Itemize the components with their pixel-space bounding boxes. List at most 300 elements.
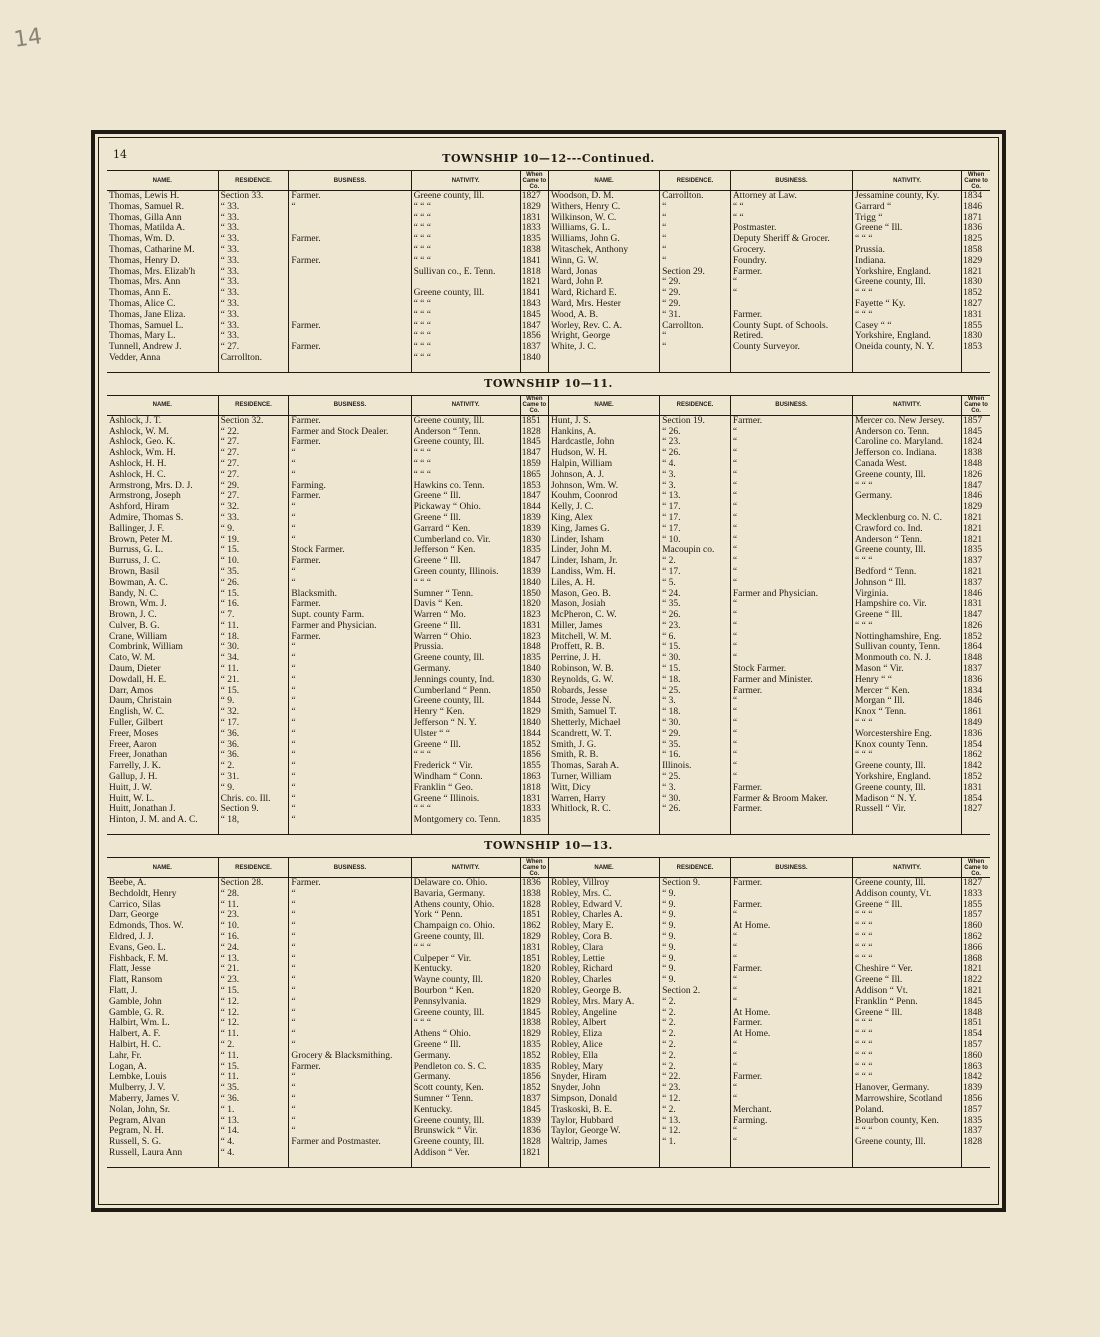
cell-when-came: 1831 (520, 794, 548, 805)
cell-nativity: Kentucky. (411, 1105, 520, 1116)
cell-residence: “ 26. (660, 804, 731, 815)
residents-table (107, 170, 990, 373)
cell-when-came: 1835 (520, 545, 548, 556)
table-row (107, 772, 990, 783)
table-row (107, 1094, 990, 1105)
cell-business: Farmer. (730, 415, 852, 426)
cell-when-came: 1866 (963, 942, 983, 953)
cell-name: Halpin, William (548, 459, 659, 470)
cell-business: “ (730, 556, 852, 567)
header-residence: RESIDENCE. (218, 858, 289, 878)
cell-business: “ (289, 448, 411, 459)
cell-residence: “ 22. (660, 1072, 731, 1083)
cell-when-came: 1837 (963, 556, 983, 567)
cell-when-came: 1826 (963, 469, 983, 480)
table-body (107, 415, 990, 834)
cell-nativity: “ “ “ (853, 750, 962, 761)
cell-nativity: Athens “ Ohio. (411, 1029, 520, 1040)
cell-name: Robley, Ella (548, 1051, 659, 1062)
cell-when-came: 1840 (520, 718, 548, 729)
cell-nativity: Greene county, Ill. (411, 437, 520, 448)
cell-when-came: 1846 (963, 201, 983, 212)
table-row (107, 415, 990, 426)
cell-business: “ (289, 932, 411, 943)
cell-nativity: Hanover, Germany. (853, 1083, 962, 1094)
cell-name: Kelly, J. C. (548, 502, 659, 513)
cell-nativity: “ “ “ (411, 234, 520, 245)
cell-name: Snyder, Hiram (548, 1072, 659, 1083)
cell-nativity: “ “ “ (411, 213, 520, 224)
sections-container (107, 148, 990, 1168)
cell-business: “ (730, 481, 852, 492)
cell-residence: “ 33. (218, 321, 289, 332)
cell-nativity: Greene “ Ill. (411, 740, 520, 751)
cell-when-came: 1843 (520, 299, 548, 310)
cell-name: Robley, Albert (548, 1018, 659, 1029)
cell-when-came (962, 815, 990, 826)
cell-when-came: 1835 (520, 1040, 548, 1051)
cell-business: “ (289, 750, 411, 761)
header-business: BUSINESS. (730, 395, 852, 415)
cell-business: Farmer. (730, 878, 852, 889)
cell-when-came: 1838 (963, 448, 983, 459)
cell-when-came: 1847 (963, 610, 983, 621)
table-row (107, 342, 990, 353)
cell-business: “ (289, 459, 411, 470)
cell-business: “ (289, 1040, 411, 1051)
cell-nativity: Mecklenburg co. N. C. (853, 513, 962, 524)
header-when-came: When Came to Co. (520, 395, 548, 415)
cell-business: Farmer. (730, 804, 852, 815)
cell-name: Freer, Jonathan (107, 750, 218, 761)
row-spacer (853, 364, 962, 373)
cell-residence: “ 9. (660, 975, 731, 986)
cell-business: “ (289, 524, 411, 535)
cell-business: “ (730, 437, 852, 448)
cell-residence: “ 27. (218, 342, 289, 353)
table-header (107, 858, 990, 878)
cell-residence: “ 32. (218, 707, 289, 718)
cell-business: “ (730, 610, 852, 621)
cell-business: “ (730, 491, 852, 502)
header-residence: RESIDENCE. (218, 171, 289, 191)
cell-nativity (853, 1148, 962, 1159)
table-end-row (107, 1159, 990, 1168)
cell-nativity: “ “ “ (853, 1018, 962, 1029)
cell-business: “ (730, 653, 852, 664)
cell-residence: “ 16. (660, 750, 731, 761)
cell-residence: “ 36. (218, 1094, 289, 1105)
cell-nativity: “ “ “ (853, 288, 962, 299)
cell-business (289, 288, 411, 299)
header-nativity: NATIVITY. (853, 858, 962, 878)
cell-residence: “ 2. (660, 1105, 731, 1116)
cell-name: Brown, J. C. (107, 610, 218, 621)
cell-name: Mason, Geo. B. (548, 589, 659, 600)
cell-nativity: Greene county, Ill. (411, 191, 520, 202)
cell-business: Postmaster. (730, 223, 852, 234)
header-nativity: NATIVITY. (853, 395, 962, 415)
cell-business (289, 353, 411, 364)
cell-when-came: 1831 (963, 309, 983, 320)
cell-name: Flatt, Ransom (107, 975, 218, 986)
cell-when-came: 1851 (520, 910, 548, 921)
cell-when-came: 1838 (520, 245, 548, 256)
table-row (107, 202, 990, 213)
township-section (107, 148, 990, 373)
cell-name: King, James G. (548, 524, 659, 535)
cell-when-came: 1830 (963, 277, 983, 288)
cell-residence: Section 32. (218, 415, 289, 426)
cell-residence: “ 33. (218, 256, 289, 267)
cell-residence: “ 13. (660, 491, 731, 502)
cell-nativity: Champaign co. Ohio. (411, 921, 520, 932)
cell-nativity: Warren “ Ohio. (411, 632, 520, 643)
cell-when-came: 1839 (963, 1083, 983, 1094)
cell-nativity: “ “ “ (411, 353, 520, 364)
cell-business: Farmer. (289, 256, 411, 267)
cell-name: Bandy, N. C. (107, 589, 218, 600)
cell-name: Robley, Eliza (548, 1029, 659, 1040)
cell-nativity: Greene “ Ill. (411, 621, 520, 632)
table-row (107, 889, 990, 900)
cell-nativity: “ “ “ (411, 470, 520, 481)
cell-when-came: 1871 (963, 212, 983, 223)
cell-name: Fishback, F. M. (107, 954, 218, 965)
header-when-came: When Came to Co. (962, 858, 990, 878)
cell-business: Farming. (289, 481, 411, 492)
cell-when-came: 1863 (520, 772, 548, 783)
cell-name: Ashlock, H. H. (107, 459, 218, 470)
cell-nativity: Germany. (853, 491, 962, 502)
cell-name: Gamble, G. R. (107, 1008, 218, 1019)
cell-name: Robley, Lettie (548, 954, 659, 965)
cell-residence: “ 12. (218, 1008, 289, 1019)
cell-residence: “ 11. (218, 900, 289, 911)
cell-residence: “ (660, 331, 731, 342)
cell-nativity: “ “ “ (411, 804, 520, 815)
cell-business: “ (289, 1029, 411, 1040)
cell-when-came: 1841 (520, 288, 548, 299)
cell-nativity: Greene “ Ill. (853, 610, 962, 621)
cell-business: Farmer. (289, 632, 411, 643)
cell-business: “ (289, 502, 411, 513)
cell-residence: “ 33. (218, 277, 289, 288)
cell-name: Admire, Thomas S. (107, 513, 218, 524)
cell-business: Farmer. (289, 415, 411, 426)
cell-name: Russell, Laura Ann (107, 1148, 218, 1159)
cell-name: Thomas, Mrs. Ann (107, 277, 218, 288)
cell-nativity: “ “ “ (411, 1018, 520, 1029)
cell-nativity: “ “ “ (853, 1040, 962, 1051)
cell-business (289, 331, 411, 342)
cell-when-came: 1836 (520, 878, 548, 889)
row-spacer (548, 1159, 659, 1168)
cell-name: Robley, Charles (548, 975, 659, 986)
cell-nativity: Henry “ “ (853, 675, 962, 686)
cell-when-came: 1844 (520, 729, 548, 740)
cell-residence: Carrollton. (660, 191, 731, 202)
cell-business: “ (289, 1116, 411, 1127)
cell-residence: Carrollton. (660, 321, 731, 332)
cell-name: Huitt, J. W. (107, 783, 218, 794)
cell-when-came: 1855 (963, 899, 983, 910)
cell-nativity: Marrowshire, Scotland (853, 1094, 962, 1105)
cell-when-came: 1848 (963, 1007, 983, 1018)
cell-residence: “ 23. (660, 437, 731, 448)
cell-nativity: Cumberland co. Vir. (411, 535, 520, 546)
table-row (107, 1137, 990, 1148)
cell-business: “ (730, 621, 852, 632)
cell-residence: “ (660, 256, 731, 267)
cell-when-came: 1833 (520, 223, 548, 234)
row-spacer (520, 826, 548, 835)
cell-residence: “ 23. (660, 621, 731, 632)
cell-when-came: 1839 (520, 513, 548, 524)
cell-nativity: “ “ “ (411, 943, 520, 954)
cell-residence: “ 2. (218, 761, 289, 772)
table-row (107, 288, 990, 299)
cell-nativity: “ “ “ (853, 910, 962, 921)
cell-business: “ (289, 696, 411, 707)
cell-when-came: 1844 (520, 502, 548, 513)
header-when-came: When Came to Co. (520, 171, 548, 191)
cell-nativity: Canada West. (853, 459, 962, 470)
cell-name: Johnson, Wm. W. (548, 481, 659, 492)
row-spacer (107, 1159, 218, 1168)
header-name: NAME. (548, 395, 659, 415)
cell-business: Farmer. (730, 1072, 852, 1083)
cell-name: Culver, B. G. (107, 621, 218, 632)
cell-when-came: 1827 (963, 804, 983, 815)
cell-business: “ “ (730, 202, 852, 213)
cell-nativity: Greene “ Ill. (411, 1040, 520, 1051)
cell-when-came: 1847 (520, 448, 548, 459)
cell-when-came: 1857 (963, 415, 983, 426)
cell-business: “ (730, 427, 852, 438)
cell-nativity: “ “ “ (411, 321, 520, 332)
cell-residence: “ 17. (218, 718, 289, 729)
cell-nativity: Prussia. (853, 245, 962, 256)
cell-business (730, 889, 852, 900)
cell-nativity: Knox county Tenn. (853, 740, 962, 751)
cell-nativity: Bavaria, Germany. (411, 889, 520, 900)
cell-when-came: 1852 (963, 631, 983, 642)
cell-business: “ (289, 642, 411, 653)
cell-residence: “ 15. (660, 664, 731, 675)
cell-business: “ (730, 910, 852, 921)
cell-when-came: 1835 (520, 815, 548, 826)
cell-residence: “ 9. (660, 943, 731, 954)
cell-name: Johnson, A. J. (548, 470, 659, 481)
cell-when-came: 1865 (520, 470, 548, 481)
cell-business: “ (289, 1008, 411, 1019)
header-residence: RESIDENCE. (218, 395, 289, 415)
cell-when-came: 1858 (963, 244, 983, 255)
cell-when-came: 1835 (963, 545, 983, 556)
cell-when-came: 1834 (963, 191, 983, 201)
cell-business: “ (289, 740, 411, 751)
cell-when-came: 1842 (963, 1072, 983, 1083)
cell-business: “ (289, 1072, 411, 1083)
cell-nativity: Greene county, Ill. (853, 1137, 962, 1148)
table-row (107, 900, 990, 911)
cell-name: Ward, Richard E. (548, 288, 659, 299)
cell-name: Hankins, A. (548, 427, 659, 438)
cell-nativity: Monmouth co. N. J. (853, 653, 962, 664)
row-spacer (660, 364, 731, 373)
cell-nativity: Garrard “ Ken. (411, 524, 520, 535)
cell-name: Pegram, Alvan (107, 1116, 218, 1127)
cell-residence: “ 29. (660, 277, 731, 288)
table-row (107, 804, 990, 815)
cell-name: Gamble, John (107, 997, 218, 1008)
cell-business: Farmer. (730, 964, 852, 975)
cell-when-came: 1848 (963, 653, 983, 664)
cell-nativity: Greene county, Ill. (411, 1116, 520, 1127)
cell-business: “ (289, 910, 411, 921)
cell-name: Mason, Josiah (548, 599, 659, 610)
cell-residence: “ 29. (660, 288, 731, 299)
cell-nativity: Greene county, Ill. (411, 415, 520, 426)
table-row (107, 1040, 990, 1051)
cell-residence: “ 33. (218, 310, 289, 321)
cell-nativity: Franklin “ Geo. (411, 783, 520, 794)
cell-business: “ (730, 502, 852, 513)
cell-residence: “ 27. (218, 437, 289, 448)
cell-business: “ (289, 202, 411, 213)
cell-name: Flatt, Jesse (107, 964, 218, 975)
cell-residence: “ 9. (660, 900, 731, 911)
cell-business: Attorney at Law. (730, 191, 852, 202)
cell-when-came: 1831 (963, 782, 983, 793)
row-spacer (289, 826, 411, 835)
cell-nativity: Greene county, Ill. (411, 1137, 520, 1148)
cell-business: Merchant. (730, 1105, 852, 1116)
cell-residence: “ (660, 213, 731, 224)
cell-when-came: 1861 (963, 707, 983, 718)
cell-when-came: 1823 (520, 610, 548, 621)
cell-residence: “ 14. (218, 1126, 289, 1137)
cell-business: “ (289, 783, 411, 794)
cell-business: Farmer. (289, 878, 411, 889)
cell-name: Darr, George (107, 910, 218, 921)
table-row (107, 642, 990, 653)
cell-residence: “ 12. (218, 1018, 289, 1029)
table-row (107, 481, 990, 492)
cell-name: Liles, A. H. (548, 578, 659, 589)
cell-business: “ (289, 1083, 411, 1094)
cell-name: Witaschek, Anthony (548, 245, 659, 256)
cell-nativity: Prussia. (411, 642, 520, 653)
table-row (107, 589, 990, 600)
cell-business: Farmer. (289, 234, 411, 245)
cell-when-came: 1845 (520, 1008, 548, 1019)
cell-residence: “ 2. (660, 997, 731, 1008)
cell-business: Farmer. (730, 1018, 852, 1029)
cell-name: Ballinger, J. F. (107, 524, 218, 535)
cell-residence: “ 10. (660, 535, 731, 546)
cell-name: Robinson, W. B. (548, 664, 659, 675)
cell-name: Flatt, J. (107, 986, 218, 997)
cell-residence: “ 10. (218, 556, 289, 567)
cell-nativity: Greene “ Illinois. (411, 794, 520, 805)
cell-business: “ (289, 889, 411, 900)
cell-when-came: 1854 (963, 793, 983, 804)
cell-business: Farmer and Physician. (730, 589, 852, 600)
cell-when-came: 1836 (963, 728, 983, 739)
cell-when-came: 1840 (520, 664, 548, 675)
header-name: NAME. (107, 858, 218, 878)
cell-business: “ (730, 707, 852, 718)
row-spacer (962, 364, 990, 373)
cell-business: “ (730, 459, 852, 470)
cell-name: Robley, Mary (548, 1062, 659, 1073)
cell-when-came: 1854 (963, 1029, 983, 1040)
table-row (107, 245, 990, 256)
cell-nativity: Sumner “ Tenn. (411, 589, 520, 600)
cell-residence: “ 33. (218, 234, 289, 245)
cell-nativity: Anderson co. Tenn. (853, 427, 962, 438)
table-body (107, 878, 990, 1168)
cell-when-came: 1857 (963, 910, 983, 921)
cell-nativity: “ “ “ (853, 943, 962, 954)
cell-name: Halbirt, Wm. L. (107, 1018, 218, 1029)
cell-name: Ward, Jonas (548, 267, 659, 278)
cell-residence: Carrollton. (218, 353, 289, 364)
cell-name: Mitchell, W. M. (548, 632, 659, 643)
row-spacer (218, 1159, 289, 1168)
cell-name: Perrine, J. H. (548, 653, 659, 664)
section-title: TOWNSHIP 10—11. (484, 376, 613, 390)
cell-residence: “ 36. (218, 729, 289, 740)
cell-name: Ashlock, Wm. H. (107, 448, 218, 459)
cell-nativity: Greene county, Ill. (411, 288, 520, 299)
row-spacer (411, 1159, 520, 1168)
cell-when-came: 1831 (963, 599, 983, 610)
table-row (107, 448, 990, 459)
cell-when-came: 1828 (520, 900, 548, 911)
cell-business: “ (730, 975, 852, 986)
cell-when-came: 1821 (963, 266, 983, 277)
cell-name: Dowdall, H. E. (107, 675, 218, 686)
cell-name: King, Alex (548, 513, 659, 524)
row-spacer (730, 364, 852, 373)
cell-residence: “ 36. (218, 750, 289, 761)
cell-when-came: 1836 (963, 674, 983, 685)
cell-residence: “ 27. (218, 459, 289, 470)
cell-when-came: 1834 (963, 685, 983, 696)
cell-nativity: Fayette “ Ky. (853, 299, 962, 310)
cell-name: Russell, S. G. (107, 1137, 218, 1148)
table-row (107, 1051, 990, 1062)
header-business: BUSINESS. (730, 171, 852, 191)
cell-when-came: 1845 (963, 426, 983, 437)
cell-residence: “ 11. (218, 664, 289, 675)
cell-business (289, 299, 411, 310)
cell-residence: “ 35. (218, 567, 289, 578)
row-spacer (107, 364, 218, 373)
cell-business: Stock Farmer. (289, 545, 411, 556)
cell-when-came: 1845 (963, 996, 983, 1007)
cell-business: Grocery. (730, 245, 852, 256)
cell-residence (660, 1148, 731, 1159)
cell-name: Armstrong, Joseph (107, 491, 218, 502)
cell-name: Hudson, W. H. (548, 448, 659, 459)
cell-name: English, W. C. (107, 707, 218, 718)
cell-residence: “ 17. (660, 524, 731, 535)
cell-business: At Home. (730, 1008, 852, 1019)
